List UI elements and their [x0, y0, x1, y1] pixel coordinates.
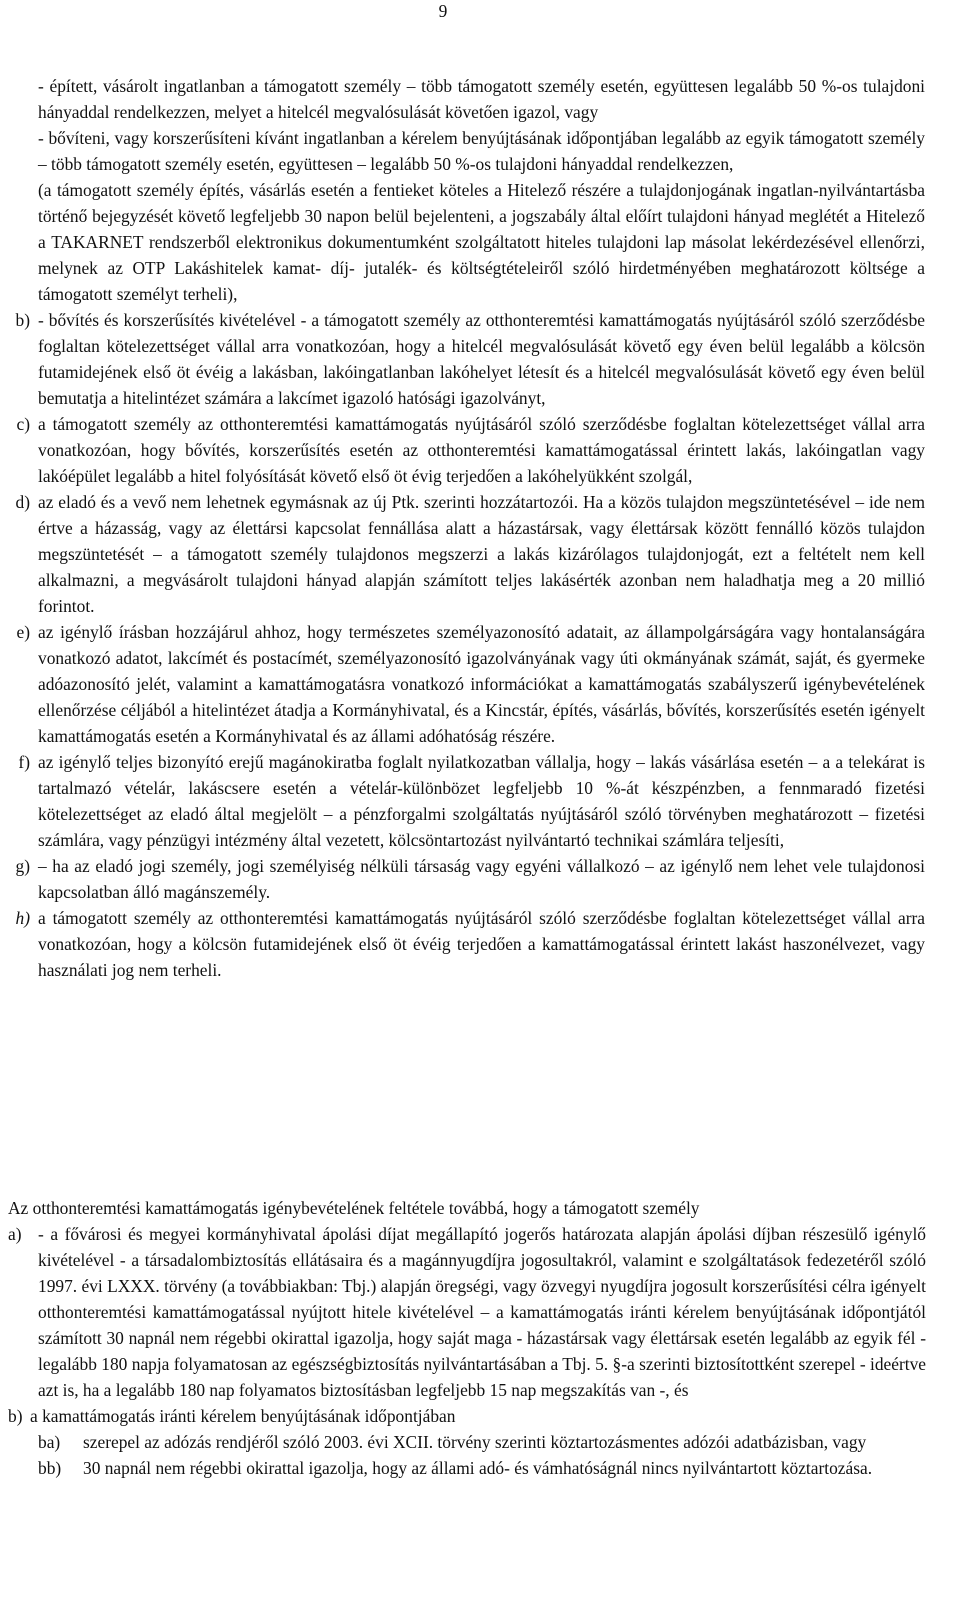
section-intro: Az otthonteremtési kamattámogatás igénybevételének feltétele továbbá, hogy a támogatott személy: [8, 1198, 700, 1218]
list-label: a): [8, 1224, 22, 1244]
paragraph-extension: - bővíteni, vagy korszerűsíteni kívánt ingatlanban a kérelem benyújtásának időpontjában legalább az egyik támogatott személy – több támogatott személy esetén, együttesen – legalább 50 %-os tulajdoni hányaddal rendelkezzen,: [38, 128, 925, 174]
list-item-text: 30 napnál nem régebbi okirattal igazolja, hogy az állami adó- és vámhatóságnál nincs nyilvántartott köztartozása.: [83, 1458, 873, 1478]
section-further-conditions: [8, 1195, 926, 1481]
list-item-text: - bővítés és korszerűsítés kivételével - a támogatott személy az otthonteremtési kamattámogatás nyújtásáról szóló szerződésbe foglaltan kötelezettséget vállal arra vonatkozóan, hogy a hitelcél megvalósulását követő egy éven belül legalább a kölcsön futamidejének első öt évéig a lakásban, lakóingatlanban lakóhelyet létesít és a hitelcél megvalósulását követő egy éven belül bemutatja a hitelintézet számára a lakcímet igazoló hatósági igazolványt,: [38, 310, 925, 408]
list-item-text: az igénylő teljes bizonyító erejű magánokiratba foglalt nyilatkozatban vállalja, hogy – lakás vásárlása esetén – a a telekárat is tartalmazó vételár, lakáscsere esetén a vételár-különbözet legfeljebb 10 %-át készpénzben, a fennmaradó fizetési kötelezettséget az eladó által megjelölt – a pénzforgalmi szolgáltatás nyújtásáról szóló törvényben meghatározott – fizetési számlára, vagy pénzügyi intézmény által vezetett, kölcsöntartozást nyilvántartó technikai számlára teljesíti,: [38, 752, 925, 850]
list-label: ba): [38, 1432, 61, 1452]
list-label: b): [15, 310, 30, 330]
list-item-c: [16, 411, 925, 489]
list-item-f: [18, 749, 925, 853]
section-item-b: [8, 1403, 926, 1429]
page-number: 9: [438, 1, 448, 21]
list-label: c): [16, 414, 30, 434]
list-item-g: [15, 853, 925, 905]
list-label: g): [15, 856, 30, 876]
list-item-text: - a fővárosi és megyei kormányhivatal ápolási díjat megállapító jogerős határozata alapján ápolási díjban részesülő igénylő kivételével - a társadalombiztosítás ellátásaira és a magánnyugdíjra jogosultakról, valamint e szolgáltatások fedezetéről szóló 1997. évi LXXX. törvény (a továbbiakban: Tbj.) alapján öregségi, vagy özvegyi nyugdíjra jogosult korszerűsítési célra igényelt otthonteremtési kamattámogatással nyújtott hitele kivételével – a kamattámogatás iránti kérelem benyújtásának időpontjától számított 30 napnál nem régebbi okirattal igazolja, hogy saját maga - házastársak vagy élettársak esetén legalább az egyik fél - legalább 180 napja folyamatosan az egészségbiztosítás nyilvántartásában a Tbj. 5. §-a szerinti biztosítottként szerepel - ideértve azt is, ha a legalább 180 nap folyamatos biztosításban legfeljebb 15 nap megszakítás van -, és: [38, 1224, 926, 1400]
list-label: b): [8, 1406, 23, 1426]
list-item-text: a támogatott személy az otthonteremtési kamattámogatás nyújtásáról szóló szerződésbe foglaltan kötelezettséget vállal arra vonatkozóan, hogy a kölcsön futamidejének első öt évéig terjedően a kamattámogatással érintett lakást haszonélvezet, vagy használati jog nem terheli.: [38, 908, 925, 980]
list-item-d: [15, 489, 925, 619]
page-body: [15, 73, 925, 983]
sub-item-ba: [8, 1429, 926, 1455]
paragraph-built-property: - épített, vásárolt ingatlanban a támogatott személy – több támogatott személy esetén, együttesen legalább 50 %-os tulajdoni hányaddal rendelkezzen, melyet a hitelcél megvalósulását követően igazol, vagy: [38, 76, 925, 122]
list-label: h): [15, 908, 30, 928]
list-item-text: az eladó és a vevő nem lehetnek egymásnak az új Ptk. szerinti hozzátartozói. Ha a közös tulajdon megszüntetésével – ide nem értve a házasság, vagy az élettársi kapcsolat fennállása alatt a házastársak, vagy élettársak között fennálló közös tulajdon megszüntetését – a támogatott személy tulajdonos megszerzi a lakás kizárólagos tulajdonjogát, ezt a feltételt nem kell alkalmazni, a megvásárolt tulajdoni hányad alapján számított teljes lakásérték azonban nem haladhatja meg a 20 millió forintot.: [38, 492, 925, 616]
list-label: bb): [38, 1458, 62, 1478]
list-item-text: – ha az eladó jogi személy, jogi személyiség nélküli társaság vagy egyéni vállalkozó – az igénylő nem lehet vele tulajdonosi kapcsolatban álló magánszemély.: [38, 856, 925, 902]
list-item-e: [16, 619, 925, 749]
list-item-text: a kamattámogatás iránti kérelem benyújtásának időpontjában: [30, 1406, 456, 1426]
sub-item-bb: [8, 1455, 926, 1481]
list-label: e): [16, 622, 30, 642]
list-item-text: az igénylő írásban hozzájárul ahhoz, hogy természetes személyazonosító adatait, az állampolgárságára vagy hontalanságára vonatkozó adatot, lakcímét és postacímét, személyazonosító igazolványának vagy úti okmányának számát, saját, és gyermeke adóazonosító jelét, valamint a kamattámogatásra vonatkozó információkat a kamattámogatás szabályszerű igénybevételének ellenőrzése céljából a hitelintézet átadja a Kormányhivatal, és a Kincstár, építés, vásárlás, bővítés, korszerűsítés esetén igényelt kamattámogatás esetén a Kormányhivatal és az állami adóhatóság részére.: [38, 622, 925, 746]
list-label: f): [18, 752, 30, 772]
paragraph-note: (a támogatott személy építés, vásárlás esetén a fentieket köteles a Hitelező részére a tulajdonjogának ingatlan-nyilvántartásba történő bejegyzését követő legfeljebb 30 napon belül bejelenteni, a jogszabály által előírt tulajdoni hányad meglétét a Hitelező a TAKARNET rendszerből elektronikus dokumentumként szolgáltatott hiteles tulajdoni lap másolat lekérdezésével ellenőrzi, melynek az OTP Lakáshitelek kamat- díj- jutalék- és költségtételeiről szóló hirdetményében meghatározott költsége a támogatott személyt terheli),: [38, 180, 925, 304]
section-item-a: [8, 1221, 926, 1403]
list-item-h: [15, 905, 925, 983]
list-item-text: a támogatott személy az otthonteremtési kamattámogatás nyújtásáról szóló szerződésbe foglaltan kötelezettséget vállal arra vonatkozóan, hogy bővítés, korszerűsítés esetén az otthonteremtési kamattámogatással érintett lakás, lakóingatlan vagy lakóépület legalább a hitel folyósítását követő első öt évig terjedően a lakóhelyükként szolgál,: [38, 414, 925, 486]
list-label: d): [15, 492, 30, 512]
list-item-text: szerepel az adózás rendjéről szóló 2003. évi XCII. törvény szerinti köztartozásmentes adózói adatbázisban, vagy: [83, 1432, 867, 1452]
list-item-b: [15, 307, 925, 411]
